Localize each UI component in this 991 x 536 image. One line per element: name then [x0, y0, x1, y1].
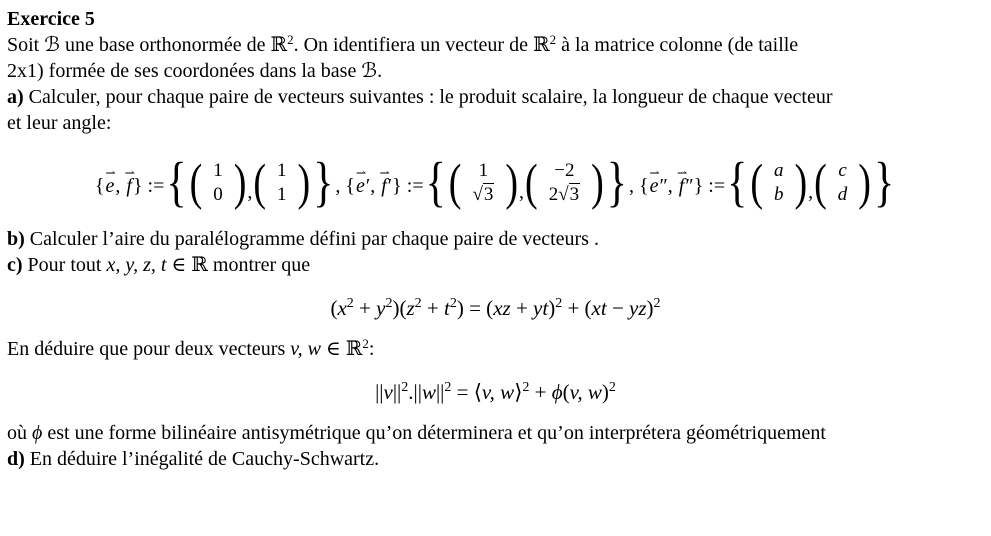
- right-paren: ): [297, 154, 311, 212]
- vector-symbol: [379, 165, 390, 199]
- formula-part: ℝ: [191, 254, 208, 276]
- formula-part: v: [383, 380, 393, 404]
- formula-part: montrer que: [207, 254, 311, 276]
- formula-part: et leur angle:: [7, 112, 112, 134]
- left-brace: {: [425, 153, 446, 213]
- formula-part: :: [368, 338, 375, 360]
- formula-part: w: [421, 380, 436, 404]
- formula-part: (: [330, 296, 338, 320]
- formula-part: x: [337, 296, 347, 320]
- formula-part: En déduire que pour deux vecteurs: [7, 338, 291, 360]
- formula-part: −: [606, 296, 630, 320]
- vector-symbol: [677, 165, 688, 199]
- formula-part: 0: [213, 184, 223, 205]
- vector-symbol: [355, 165, 367, 199]
- vector-letter: f: [381, 175, 387, 197]
- formula-part: 1: [213, 160, 223, 181]
- matrix-f-bottom: [277, 183, 287, 207]
- formula-part: t: [444, 296, 450, 320]
- formula-part: , {: [628, 175, 649, 197]
- formula-part: 2: [522, 380, 530, 395]
- formula-part: a: [773, 160, 784, 181]
- formula-part: Pour tout: [22, 254, 107, 276]
- formula-part: ℝ: [532, 34, 550, 56]
- left-paren: (: [448, 154, 462, 212]
- formula-part: ′: [387, 175, 393, 197]
- left-brace: {: [727, 153, 748, 213]
- phi-definition-line: [7, 420, 984, 446]
- part-c-line: [7, 252, 984, 278]
- formula-part: ϕ: [32, 422, 43, 444]
- formula-part: = ⟨: [451, 380, 482, 404]
- formula-part: une base orthonormée de: [59, 34, 271, 56]
- formula-part: xz: [493, 296, 511, 320]
- formula-part: 2: [414, 296, 422, 311]
- formula-part: ,: [370, 175, 381, 197]
- formula-part: Calculer, pour chaque paire de vecteurs suivantes : le produit scalaire, la longueur de chaque vecteur: [23, 86, 833, 108]
- intro-line-2: [7, 58, 984, 84]
- right-paren: ): [233, 154, 247, 212]
- matrix-e-prime-top: [479, 159, 489, 183]
- matrix-f-prime-column: [538, 159, 591, 207]
- formula-part: )(: [392, 296, 407, 320]
- matrix-e-top: [213, 159, 223, 183]
- vector-arrow-icon: ⇀: [379, 165, 390, 180]
- formula-part: 2: [385, 296, 393, 311]
- formula-part: 2: [401, 380, 409, 395]
- formula-part: 2: [608, 380, 616, 395]
- formula-part: d): [7, 448, 25, 470]
- equation-norm-phi: [7, 377, 984, 407]
- formula-part: yt: [533, 296, 549, 320]
- right-brace: }: [873, 153, 895, 213]
- part-a-line-1: [7, 84, 984, 110]
- formula-part: Calculer l’aire du paralélogramme défini par chaque paire de vecteurs .: [24, 228, 599, 250]
- matrix-e-column: [202, 159, 234, 207]
- formula-part: 2: [555, 296, 563, 311]
- formula-part: } :=: [392, 175, 424, 197]
- formula-part: ℝ: [345, 338, 363, 360]
- vector-arrow-icon: ⇀: [355, 165, 367, 180]
- vector-letter: e: [355, 175, 365, 197]
- equation-identity: [7, 293, 984, 323]
- formula-part: c: [838, 160, 847, 181]
- formula-part: x, y, z, t: [106, 254, 167, 276]
- formula-part: 2: [653, 296, 661, 311]
- vector-letter: e: [105, 175, 115, 197]
- equation-vector-pairs: [7, 152, 984, 214]
- intro-line-1: [7, 32, 984, 58]
- formula-part: 3: [483, 184, 494, 205]
- matrix-f-prime-bottom: [549, 183, 580, 207]
- formula-part: b: [773, 184, 784, 205]
- matrix-e-prime-bottom: [472, 183, 494, 207]
- matrix-e-bottom: [213, 183, 223, 207]
- formula-part: , {: [335, 175, 355, 197]
- formula-part: a): [7, 86, 24, 108]
- formula-part: ,: [667, 175, 678, 197]
- formula-part: y: [376, 296, 386, 320]
- matrix-f-double-prime-column: [827, 159, 859, 207]
- deduce-line: [7, 336, 984, 362]
- formula-part: . On identifiera un vecteur de: [293, 34, 533, 56]
- matrix-e-double-prime-top: [774, 159, 784, 183]
- formula-part: {: [94, 175, 105, 197]
- part-b-line: [7, 226, 984, 252]
- formula-part: ||: [435, 380, 445, 404]
- formula-part: 2: [346, 296, 354, 311]
- formula-part: ): [548, 296, 556, 320]
- formula-part: xt: [591, 296, 607, 320]
- left-paren: (: [253, 154, 267, 212]
- right-paren: ): [858, 154, 871, 212]
- formula-part: ⟩: [514, 380, 523, 404]
- formula-part: 2: [549, 32, 557, 47]
- comma: ,: [247, 181, 253, 203]
- vector-arrow-icon: ⇀: [105, 165, 116, 180]
- formula-part: b): [7, 228, 25, 250]
- vector-arrow-icon: ⇀: [649, 165, 660, 180]
- vector-symbol: [124, 165, 135, 199]
- left-paren: (: [189, 154, 203, 212]
- formula-part: + (: [562, 296, 592, 320]
- formula-part: (: [562, 380, 570, 404]
- formula-part: −2: [554, 160, 575, 181]
- matrix-e-double-prime-bottom: [774, 183, 784, 207]
- formula-part: .: [377, 60, 383, 82]
- vector-letter: e: [649, 175, 659, 197]
- vector-letter: f: [678, 175, 685, 197]
- part-d-line: [7, 446, 984, 472]
- formula-part: où: [7, 422, 32, 444]
- formula-part: } :=: [693, 175, 726, 197]
- right-paren: ): [591, 154, 604, 212]
- matrix-f-prime-top: [554, 159, 574, 183]
- vector-symbol: [105, 165, 116, 199]
- formula-part: ) = (: [456, 296, 494, 320]
- formula-part: ″: [685, 175, 694, 197]
- formula-part: 3: [569, 184, 580, 205]
- matrix-f-double-prime-bottom: [838, 183, 848, 207]
- formula-part: 2: [287, 32, 294, 47]
- formula-part: 1: [478, 160, 489, 181]
- left-paren: (: [814, 154, 827, 212]
- formula-part: ||: [375, 380, 384, 404]
- vector-symbol: [649, 165, 660, 199]
- formula-part: 2x1) formée de ses coordonées dans la base: [7, 60, 362, 82]
- formula-part: ∈: [320, 338, 346, 360]
- formula-part: Soit: [7, 34, 45, 56]
- vector-letter: f: [126, 175, 132, 197]
- formula-part: +: [353, 296, 377, 320]
- formula-part: 2√: [548, 184, 569, 205]
- formula-part: 2: [449, 296, 457, 311]
- matrix-f-double-prime-top: [838, 159, 846, 183]
- matrix-f-double-prime: [814, 155, 871, 211]
- formula-part: v, w: [481, 380, 515, 404]
- pair1-label: [94, 165, 165, 199]
- matrix-e-prime: [449, 155, 518, 211]
- formula-part: 2: [362, 336, 369, 351]
- formula-part: +: [510, 296, 534, 320]
- matrix-e-double-prime-column: [763, 159, 795, 207]
- formula-part: d: [837, 184, 848, 205]
- formula-part: est une forme bilinéaire antisymétrique qu’on déterminera et qu’on interprétera géométriquement: [42, 422, 826, 444]
- formula-part: ): [646, 296, 654, 320]
- formula-part: ∈: [166, 254, 192, 276]
- formula-part: ℝ: [270, 34, 288, 56]
- formula-part: ′: [365, 175, 371, 197]
- pair2-label: [335, 165, 424, 199]
- matrix-f-column: [266, 159, 298, 207]
- formula-part: yz: [629, 296, 647, 320]
- pair3-label: [628, 165, 726, 199]
- formula-part: En déduire l’inégalité de Cauchy-Schwartz.: [24, 448, 380, 470]
- formula-part: ,: [115, 175, 126, 197]
- right-paren: ): [505, 154, 519, 212]
- formula-part: ||: [392, 380, 402, 404]
- formula-part: +: [529, 380, 552, 404]
- formula-part: +: [421, 296, 444, 320]
- formula-part: z: [406, 296, 415, 320]
- left-brace: {: [166, 153, 187, 213]
- right-brace: }: [606, 153, 627, 213]
- formula-part: } :=: [132, 175, 165, 197]
- matrix-e: [190, 155, 247, 211]
- matrix-f: [253, 155, 310, 211]
- formula-part: 1: [277, 160, 287, 181]
- part-a-line-2: [7, 110, 984, 136]
- matrix-f-top: [277, 159, 287, 183]
- left-paren: (: [525, 154, 538, 212]
- formula-part: ℬ: [361, 60, 378, 82]
- formula-part: ℬ: [44, 34, 60, 56]
- formula-part: .: [408, 380, 414, 404]
- right-brace: }: [313, 153, 334, 213]
- formula-part: c): [7, 254, 23, 276]
- formula-part: ϕ: [551, 380, 563, 404]
- formula-part: 1: [277, 184, 287, 205]
- formula-part: à la matrice colonne (de taille: [556, 34, 799, 56]
- formula-part: 2: [444, 380, 452, 395]
- left-paren: (: [750, 154, 763, 212]
- formula-part: ″: [659, 175, 668, 197]
- formula-part: ||: [413, 380, 422, 404]
- formula-part: v, w: [569, 380, 602, 404]
- vector-arrow-icon: ⇀: [124, 165, 135, 180]
- formula-part: √: [472, 184, 483, 205]
- comma: ,: [519, 181, 525, 203]
- matrix-e-prime-column: [461, 159, 505, 207]
- formula-part: v, w: [290, 338, 321, 360]
- vector-arrow-icon: ⇀: [677, 165, 688, 180]
- comma: ,: [808, 181, 814, 203]
- formula-part: ): [601, 380, 609, 404]
- matrix-f-prime: [525, 155, 604, 211]
- matrix-e-double-prime: [750, 155, 807, 211]
- right-paren: ): [794, 154, 808, 212]
- exercise-title: Exercice 5: [7, 8, 95, 30]
